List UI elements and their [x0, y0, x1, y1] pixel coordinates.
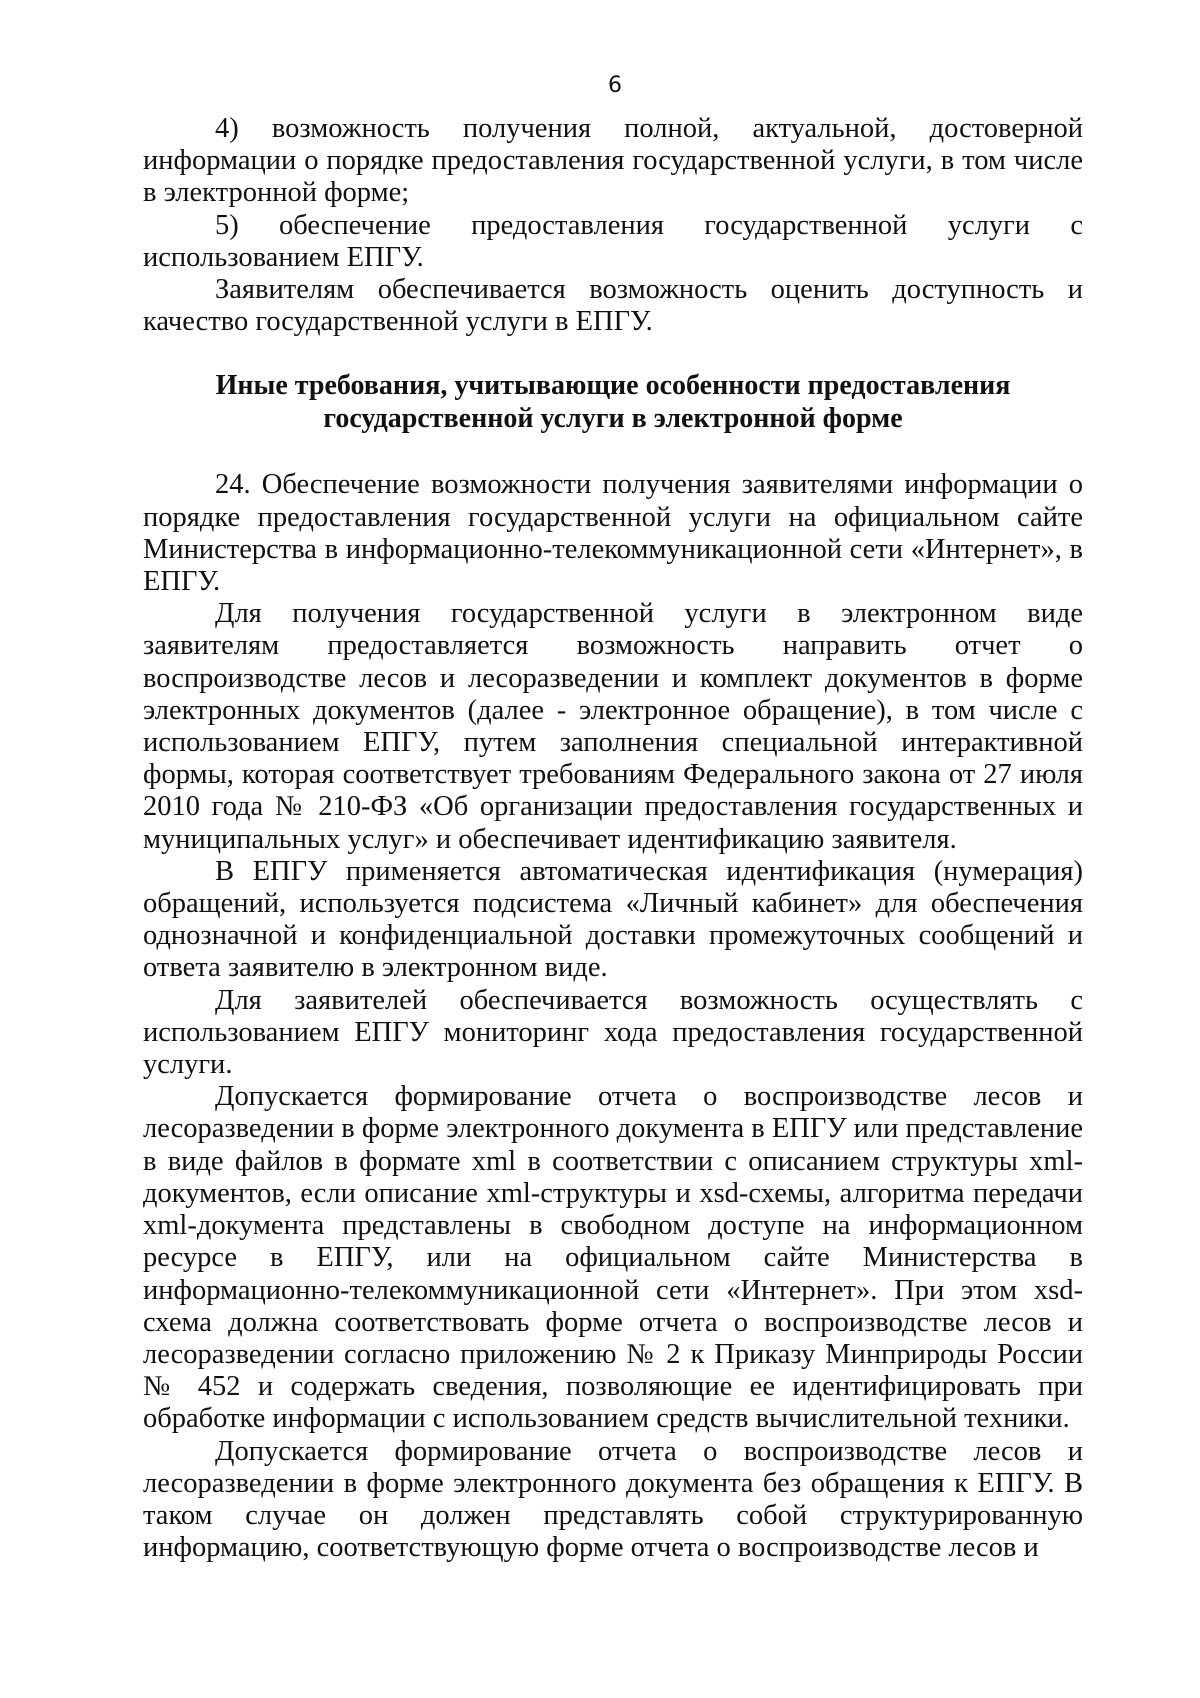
- electronic-application-paragraph: Для получения государственной услуги в электронном виде заявителям предоставляется возможность направить отчет о воспроизводстве лесов и лесоразведении и комплект документов в форме электронных документов (далее - электронное обращение), в том числе с использованием ЕПГУ, путем заполнения специальной интерактивной формы, которая соответствует требованиям Федерального закона от 27 июля 2010 года № 210-ФЗ «Об организации предоставления государственных и муниципальных услуг» и обеспечивает идентификацию заявителя.: [143, 598, 1083, 855]
- document-body: [143, 113, 1083, 1564]
- section-heading: [143, 370, 1083, 435]
- list-item-4: 4) возможность получения полной, актуальной, достоверной информации о порядке предоставления государственной услуги, в том числе в электронной форме;: [143, 113, 1083, 209]
- section-heading-line-1: Иные требования, учитывающие особенности предоставления: [215, 370, 1011, 402]
- without-epgu-paragraph: Допускается формирование отчета о воспроизводстве лесов и лесоразведении в форме электронного документа без обращения к ЕПГУ. В таком случае он должен представлять собой структурированную информацию, соответствующую форме отчета о воспроизводстве лесов и: [143, 1435, 1083, 1564]
- list-item-5: 5) обеспечение предоставления государственной услуги с использованием ЕПГУ.: [143, 209, 1083, 273]
- auto-identification-paragraph: В ЕПГУ применяется автоматическая идентификация (нумерация) обращений, используется подсистема «Личный кабинет» для обеспечения однозначной и конфиденциальной доставки промежуточных сообщений и ответа заявителю в электронном виде.: [143, 855, 1083, 984]
- xml-format-paragraph: Допускается формирование отчета о воспроизводстве лесов и лесоразведении в форме электронного документа в ЕПГУ или представление в виде файлов в формате xml в соответствии с описанием структуры xml-документов, если описание xml-структуры и xsd-схемы, алгоритма передачи xml-документа представлены в свободном доступе на информационном ресурсе в ЕПГУ, или на официальном сайте Министерства в информационно-телекоммуникационной сети «Интернет». При этом xsd-схема должна соответствовать форме отчета о воспроизводстве лесов и лесоразведении согласно приложению № 2 к Приказу Минприроды России № 452 и содержать сведения, позволяющие ее идентифицировать при обработке информации с использованием средств вычислительной техники.: [143, 1081, 1083, 1435]
- page-number: 6: [608, 73, 622, 98]
- paragraph-24: 24. Обеспечение возможности получения заявителями информации о порядке предоставления государственной услуги на официальном сайте Министерства в информационно-телекоммуникационной сети «Интернет», в ЕПГУ.: [143, 469, 1083, 598]
- accessibility-paragraph: Заявителям обеспечивается возможность оценить доступность и качество государственной услуги в ЕПГУ.: [143, 274, 1083, 338]
- monitoring-paragraph: Для заявителей обеспечивается возможность осуществлять с использованием ЕПГУ мониторинг хода предоставления государственной услуги.: [143, 984, 1083, 1081]
- section-heading-line-2: государственной услуги в электронной форме: [323, 402, 903, 434]
